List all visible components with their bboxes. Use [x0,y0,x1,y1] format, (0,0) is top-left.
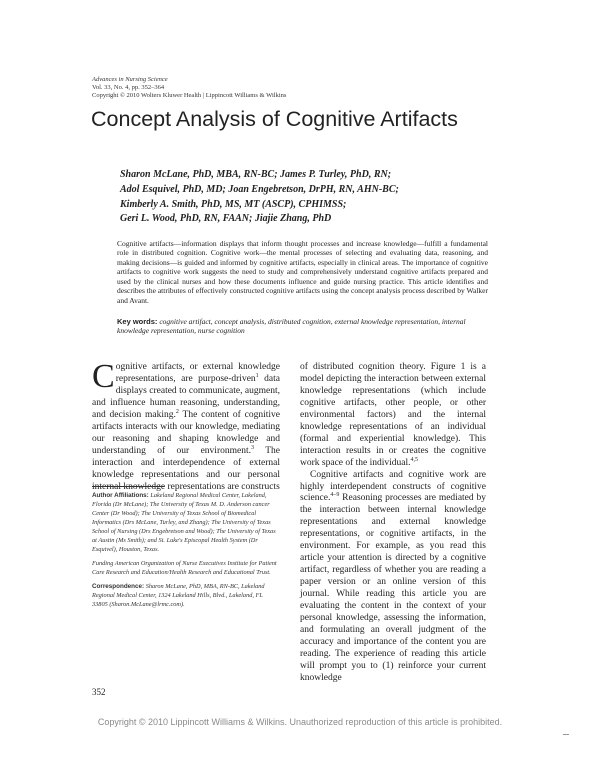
author-line: Sharon McLane, PhD, MBA, RN-BC; James P. Turley, PhD, RN; [120,169,392,180]
body-text: of distributed cognition theory. Figure 1 is a model depicting the interaction between external knowledge representations (which include cognitive artifacts, other people, or other environmental factors) and the internal knowledge representations of an individual (formal and experiential knowledge). This interaction results in or creates the cognitive work space of the individual. [300,362,486,468]
citation: 4,5 [410,456,419,463]
author-line: Adol Esquivel, PhD, MD; Joan Engebretson, DrPH, RN, AHN-BC; [120,183,399,195]
article-title: Concept Analysis of Cognitive Artifacts [91,107,458,131]
affiliations-text: Lakeland Regional Medical Center, Lakeland, Florida (Dr McLane); The University of Texas M. D. Anderson cancer Center (Dr Wood); The University of Texas School of Biomedical Informatics (Drs McLane, Turley, and Zhang); The University of Texas School of Nursing (Drs Engebretson and Wood); The University of Texas at Austin (Ms Smith); and St. Luke's Episcopal Health System (Dr Esquivel), Houston, Texas. [92,492,276,553]
page-number: 352 [92,687,106,697]
copyright-footer: Copyright © 2010 Lippincott Williams & Wilkins. Unauthorized reproduction of this article is prohibited. [97,717,503,727]
body-text: data displays created to communicate, augment, and influence human reasoning, understanding, and decision making. [92,373,280,420]
body-column-right [300,362,486,685]
drop-cap: C [92,358,115,395]
body-text: Cognitive artifacts and cognitive work are highly interdependent constructs of cognitive science. [300,469,486,504]
journal-copyright: Copyright © 2010 Wolters Kluwer Health | Lippincott Williams & Wilkins [92,92,287,99]
citation: 4–9 [330,492,340,499]
journal-volume: Vol. 33, No. 4, pp. 352–364 [92,84,165,91]
citation: 2 [175,408,179,415]
funding-text: Funding American Organization of Nurse Executives Institute for Patient Care Research and Education/Health Research and Educational Trust. [92,560,277,576]
author-list [120,168,480,227]
keywords-text: cognitive artifact, concept analysis, distributed cognition, external knowledge representation, internal knowledge representation, nurse cognition [117,317,466,336]
journal-header [92,76,286,100]
correspondence-label: Correspondence: [92,583,145,590]
body-text: The interaction and interdependence of external knowledge representations and our personal internal knowledge representations are constructs [92,445,280,492]
author-affiliations [92,491,280,614]
author-line: Kimberly A. Smith, PhD, MS, MT (ASCP), CPHIMSS; [120,198,347,210]
footnote-divider [92,486,164,487]
correspondence-text: Sharon McLane, PhD, MBA, RN-BC, Lakeland Regional Medical Center, 1324 Lakeland Hills, Blvd., Lakeland, FL 33805 (Sharon.McLane@lrmc.com). [92,583,265,608]
keywords-label: Key words: [117,317,158,326]
journal-name: Advances in Nursing Science [92,76,168,83]
body-text: Reasoning processes are mediated by the interaction between internal knowledge representations and external knowledge representations, or cognitive artifacts, in the environment. For example, as you read this article your attention is directed by a cognitive artifact, regardless of whether you are reading a paper version or an online version of this journal. While reading this article you are evaluating the content in the context of your personal knowledge, assessing the information, and formulating an overall judgment of the accuracy and importance of the content you are reading. The experience of reading this article will prompt you to (1) reinforce your current knowledge [300,493,486,683]
body-text: ognitive artifacts, or external knowledge representations, are purpose-driven [115,362,280,384]
citation: 1 [255,372,259,379]
paragraph [300,362,486,470]
paragraph [300,470,486,685]
abstract: Cognitive artifacts—information displays that inform thought processes and increase knowledge—fulfill a fundamental role in distributed cognition. Cognitive work—the mental processes of selecting and evaluating data, reasoning, and making decisions—is guided and informed by cognitive artifacts, especially in clinical areas. The importance of cognitive artifacts to cognitive work suggests the need to study and comprehensively understand cognitive artifacts prepared and used by the clinical nurses and how these documents influence and guide nursing practice. This article identifies and describes the attributes of effectively constructed cognitive artifacts using the concept analysis process described by Walker and Avant. [117,239,488,305]
page-mark [563,734,569,735]
keywords [117,317,488,336]
body-text: The content of cognitive artifacts interacts with our knowledge, mediating our reasoning and shaping knowledge and understanding of our environment. [92,409,280,456]
body-column-left [92,358,280,493]
author-line: Geri L. Wood, PhD, RN, FAAN; Jiajie Zhang, PhD [120,213,332,225]
citation: 3 [251,444,254,451]
affiliations-label: Author Affiliations: [92,492,149,499]
